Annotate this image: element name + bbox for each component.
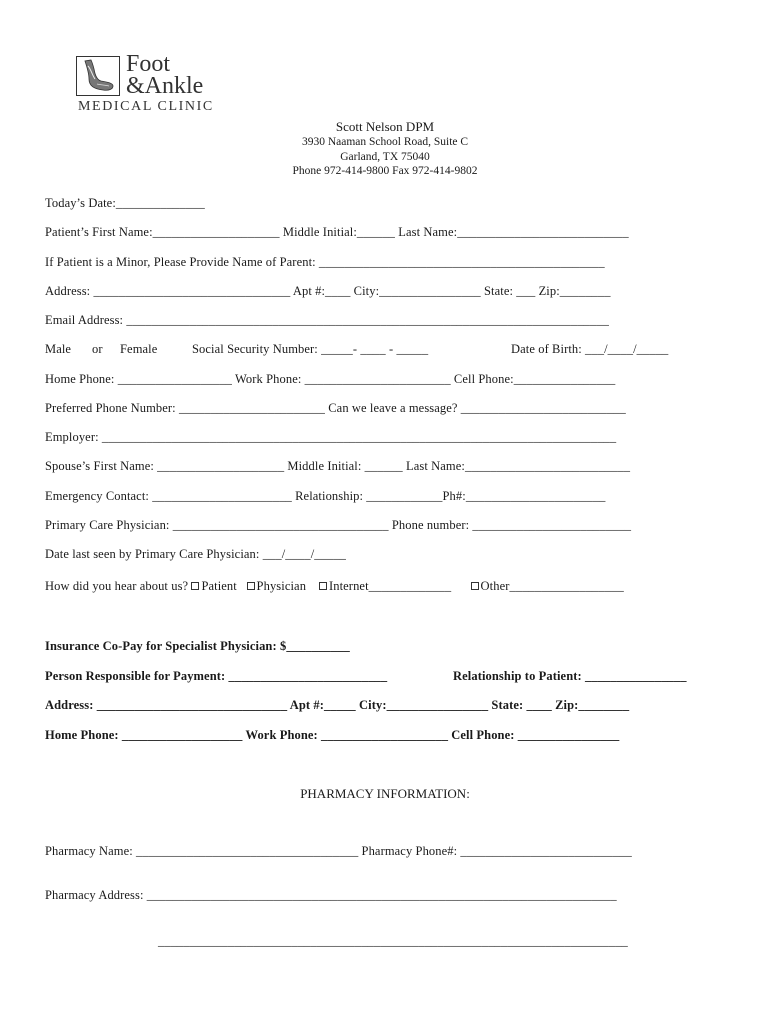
pharmacy-address-line2[interactable]: __________________________________________________________________________: [158, 934, 628, 948]
doctor-name: Scott Nelson DPM: [335, 119, 435, 134]
gender-or: or: [92, 342, 103, 356]
gender-male[interactable]: Male: [45, 342, 72, 356]
street-address: 3930 Naaman School Road, Suite C: [301, 136, 469, 148]
clinic-logo: [76, 51, 236, 120]
last-seen-field[interactable]: Date last seen by Primary Care Physician: ___/____/_____: [45, 547, 347, 561]
primary-care-field[interactable]: Primary Care Physician: __________________________________ Phone number: _________________________: [45, 518, 632, 532]
responsible-party-field[interactable]: Person Responsible for Payment: _________________________: [45, 669, 388, 683]
relationship-to-patient-field[interactable]: Relationship to Patient: ________________: [453, 669, 687, 683]
internet-option-label: Internet_____________: [328, 579, 452, 593]
phones-field[interactable]: Home Phone: __________________ Work Phone: _______________________ Cell Phone:________________: [45, 372, 616, 386]
email-field[interactable]: Email Address: ____________________________________________________________________________: [45, 313, 609, 327]
parent-name-field[interactable]: If Patient is a Minor, Please Provide Name of Parent: _____________________________________________: [45, 255, 605, 269]
other-checkbox[interactable]: [471, 582, 479, 590]
logo-clinic-text: MEDICAL CLINIC: [78, 99, 214, 114]
referral-label: How did you hear about us?: [45, 579, 189, 593]
city-address: Garland, TX 75040: [340, 151, 430, 163]
referral-row: [45, 579, 624, 594]
copay-field[interactable]: Insurance Co-Pay for Specialist Physician: $__________: [45, 639, 350, 653]
pharmacy-name-field[interactable]: Pharmacy Name: ___________________________________ Pharmacy Phone#: ___________________________: [45, 844, 632, 858]
other-option-label: Other__________________: [480, 579, 624, 593]
foot-ankle-logo-icon: [76, 56, 120, 96]
patient-option-label: Patient: [201, 579, 237, 593]
physician-option-label: Physician: [256, 579, 307, 593]
logo-foot-text: Foot: [126, 51, 171, 77]
physician-checkbox[interactable]: [247, 582, 255, 590]
ssn-field[interactable]: Social Security Number: _____- ____ - _____: [192, 342, 429, 356]
logo-ankle-text: &Ankle: [126, 73, 204, 99]
contact-numbers: Phone 972-414-9800 Fax 972-414-9802: [292, 165, 478, 177]
patient-name-field[interactable]: Patient’s First Name:____________________ Middle Initial:______ Last Name:___________________________: [45, 225, 629, 239]
emergency-contact-field[interactable]: Emergency Contact: ______________________ Relationship: ____________Ph#:______________________: [45, 489, 606, 503]
preferred-phone-field[interactable]: Preferred Phone Number: _______________________ Can we leave a message? __________________________: [45, 401, 626, 415]
responsible-address-field[interactable]: Address: ______________________________ Apt #:_____ City:________________ State: ____ Zip:________: [45, 698, 630, 712]
responsible-phones-field[interactable]: Home Phone: ___________________ Work Phone: ____________________ Cell Phone: ________________: [45, 728, 620, 742]
gender-female[interactable]: Female: [120, 342, 158, 356]
employer-field[interactable]: Employer: _________________________________________________________________________________: [45, 430, 617, 444]
todays-date-field[interactable]: Today’s Date:______________: [45, 196, 205, 210]
patient-checkbox[interactable]: [191, 582, 199, 590]
patient-address-field[interactable]: Address: _______________________________ Apt #:____ City:________________ State: ___ Zip:________: [45, 284, 611, 298]
pharmacy-address-field[interactable]: Pharmacy Address: __________________________________________________________________________: [45, 888, 617, 902]
dob-field[interactable]: Date of Birth: ___/____/_____: [511, 342, 669, 356]
internet-checkbox[interactable]: [319, 582, 327, 590]
spouse-name-field[interactable]: Spouse’s First Name: ____________________ Middle Initial: ______ Last Name:__________________________: [45, 459, 631, 473]
pharmacy-heading: PHARMACY INFORMATION:: [300, 786, 470, 801]
